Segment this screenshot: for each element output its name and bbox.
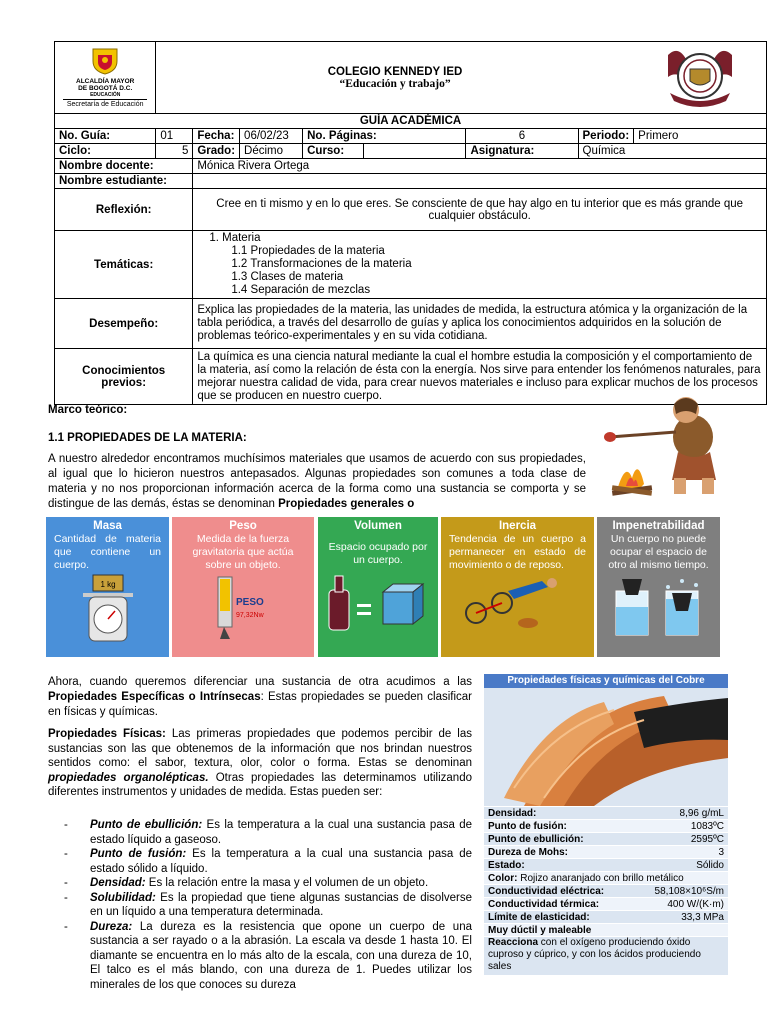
marco-teorico-heading: Marco teórico:	[48, 404, 128, 416]
curso-value	[363, 144, 466, 159]
desempeno-label: Desempeño:	[55, 299, 193, 349]
school-crest	[634, 42, 767, 114]
bogota-shield-icon	[90, 47, 120, 75]
guide-title: GUÍA ACADÉMICA	[55, 114, 767, 129]
table-row	[484, 859, 728, 872]
list-item	[46, 818, 472, 847]
periodo-value: Primero	[634, 129, 767, 144]
peso-img-value: 97,32Nw	[236, 612, 264, 619]
cu-ductil: Muy dúctil y maleable	[484, 924, 728, 937]
fecha-value: 06/02/23	[240, 129, 303, 144]
bicycle-fall-icon	[458, 573, 578, 633]
table-row	[484, 937, 728, 976]
no-paginas-label: No. Páginas:	[303, 129, 466, 144]
fecha-label: Fecha:	[193, 129, 240, 144]
tematicas-list	[193, 231, 767, 299]
cu-label: Límite de elasticidad:	[484, 911, 622, 924]
intro-paragraph	[48, 452, 586, 512]
no-paginas-value: 6	[466, 129, 578, 144]
prop-box-inercia	[441, 517, 594, 657]
copper-wire-image	[484, 688, 728, 806]
tematicas-label: Temáticas:	[55, 231, 193, 299]
tematica-item: 1.3 Clases de materia	[231, 271, 344, 283]
desempeno-value: Explica las propiedades de la materia, las unidades de medida, la estructura atómica y la organización de la tabla periódica, a través del desarrollo de guías y aplica los conocimientos adquiridos en la solución de problemas teórico-experimentales y en su vida cotidiana.	[193, 299, 767, 349]
prop-title: Inercia	[498, 520, 537, 532]
cu-value: 3	[622, 846, 728, 859]
copper-title: Propiedades físicas y químicas del Cobre	[484, 674, 728, 688]
cu-label: Dureza de Mohs:	[484, 846, 622, 859]
school-crest-icon	[664, 43, 736, 109]
cu-value: 8,96 g/mL	[622, 807, 728, 820]
grado-value: Décimo	[240, 144, 303, 159]
curso-label: Curso:	[303, 144, 364, 159]
prop-box-peso	[172, 517, 314, 657]
prop-desc: Espacio ocupado por un cuerpo.	[328, 541, 428, 566]
list-item	[46, 891, 472, 920]
especificas-bold: Propiedades Específicas o Intrínsecas	[48, 691, 261, 703]
cu-value: 2595ºC	[622, 833, 728, 846]
table-row	[484, 885, 728, 898]
logo-line2: DE BOGOTÁ D.C.	[78, 84, 133, 92]
left-logo	[55, 42, 156, 114]
ciclo-label: Ciclo:	[55, 144, 156, 159]
cu-value: 33,3 MPa	[622, 911, 728, 924]
grado-label: Grado:	[193, 144, 240, 159]
prop-box-impenetrabilidad	[597, 517, 720, 657]
table-row	[484, 911, 728, 924]
fisicas-paragraph	[48, 727, 472, 800]
logo-line3: EDUCACIÓN	[90, 91, 121, 98]
tematica-item: 1. Materia	[209, 232, 261, 244]
prop-title: Peso	[229, 520, 257, 532]
prop-title: Masa	[93, 520, 122, 532]
section-heading: 1.1 PROPIEDADES DE LA MATERIA:	[48, 432, 247, 444]
peso-img-label: PESO	[236, 597, 264, 608]
school-name: COLEGIO KENNEDY IED	[327, 65, 463, 78]
prop-title: Volumen	[354, 520, 402, 532]
reflexion-value: Cree en ti mismo y en lo que eres. Se consciente de que hay algo en tu interior que es más grande que cualquier obstáculo.	[193, 189, 767, 231]
header-table	[54, 41, 767, 405]
table-row	[484, 872, 728, 885]
prop-desc: Un cuerpo no puede ocupar el espacio de otro al mismo tiempo.	[608, 533, 709, 571]
list-term: Dureza:	[90, 920, 133, 933]
cu-label: Conductividad eléctrica:	[484, 885, 622, 898]
logo-line1: ALCALDÍA MAYOR	[76, 77, 135, 85]
cu-value: Sólido	[622, 859, 728, 872]
table-row	[484, 820, 728, 833]
reflexion-label: Reflexión:	[55, 189, 193, 231]
no-guia-value: 01	[156, 129, 193, 144]
school-title-cell	[156, 42, 634, 114]
dynamometer-icon	[198, 573, 288, 643]
asignatura-label: Asignatura:	[466, 144, 578, 159]
caveman-illustration	[598, 392, 738, 502]
table-row	[484, 846, 728, 859]
especificas-paragraph	[48, 675, 472, 720]
docente-label: Nombre docente:	[55, 159, 193, 174]
cu-label: Punto de ebullición:	[484, 833, 622, 846]
estudiante-label: Nombre estudiante:	[55, 174, 193, 189]
table-row	[484, 924, 728, 937]
cu-value: 1083ºC	[622, 820, 728, 833]
conocimientos-label-2: previos:	[101, 376, 147, 389]
tematica-item: 1.2 Transformaciones de la materia	[231, 258, 412, 270]
intro-text: A nuestro alrededor encontramos muchísimos materiales que usamos de acuerdo con sus propiedades, al igual que lo hicieron nuestros antepasados. Algunas propiedades son comunes a toda clase de materia y no nos proporcionan información acerca de la forma como una sustancia se comporta y se distingue de las demás, éstas se denominan	[48, 453, 586, 510]
especificas-text-1: Ahora, cuando queremos diferenciar una sustancia de otra acudimos a las	[48, 676, 472, 688]
fisicas-text-2: Otras propiedades las determinamos utilizando diferentes instrumentos y unidades de medida. Estas pueden ser:	[48, 771, 472, 798]
cu-label: Conductividad térmica:	[484, 898, 622, 911]
prop-desc: Cantidad de materia que contiene un cuerpo.	[54, 533, 161, 571]
conocimientos-value: La química es una ciencia natural mediante la cual el hombre estudia la composición y el comportamiento de la materia, así como la relación de ésta con la energía. Nos sirve para entender los fenómenos naturales, para mejorar nuestra calidad de vida, para crear nuevos materiales e incluso para explicar muchos de los procesos que se producen en nuestro cuerpo.	[193, 349, 767, 405]
list-term: Punto de ebullición:	[90, 819, 203, 831]
table-row	[484, 898, 728, 911]
cu-reaccion-bold: Reacciona	[488, 937, 539, 948]
especificas-text-2: : Estas propiedades se pueden clasificar en físicas y químicas.	[48, 691, 472, 718]
table-row	[484, 807, 728, 820]
periodo-label: Periodo:	[578, 129, 634, 144]
water-glasses-icon	[604, 573, 714, 637]
docente-value: Mónica Rivera Ortega	[193, 159, 767, 174]
prop-box-volumen	[318, 517, 438, 657]
no-guia-label: No. Guía:	[55, 129, 156, 144]
list-term: Punto de fusión:	[90, 848, 187, 860]
scale-icon	[63, 573, 153, 645]
cu-reaccion-text: con el oxígeno produciendo óxido cuproso y cúprico, y con los ácidos produciendo sales	[488, 937, 701, 972]
tematica-item: 1.1 Propiedades de la materia	[231, 245, 385, 257]
tematica-item: 1.4 Separación de mezclas	[231, 284, 371, 296]
list-item	[46, 847, 472, 876]
list-term: Densidad:	[90, 877, 146, 889]
conocimientos-label	[55, 349, 193, 405]
list-text: Es la propiedad que tiene algunas sustancias de disolverse en un líquido a una temperatura determinada.	[90, 891, 472, 918]
kg-label: 1 kg	[99, 580, 116, 589]
cu-label: Punto de fusión:	[484, 820, 622, 833]
list-text: Es la relación entre la masa y el volumen de un objeto.	[145, 877, 429, 889]
fisicas-text-1: Las primeras propiedades que podemos percibir de las sustancias son las que obtenemos de la información que nos brindan nuestros sentidos como: el sabor, textura, olor, color o forma. Estas se denominan	[48, 728, 473, 769]
cu-value: 400 W/(K·m)	[622, 898, 728, 911]
list-text: Es la temperatura a la cual una sustancia pasa de estado líquido a gaseoso.	[90, 819, 472, 846]
list-item	[46, 876, 472, 891]
physical-props-list	[46, 818, 472, 992]
volume-icon	[323, 568, 433, 632]
fisicas-em: propiedades organolépticas.	[48, 771, 209, 784]
intro-bold: Propiedades generales o	[278, 498, 415, 510]
prop-desc: Medida de la fuerza gravitatoria que actúa sobre un objeto.	[192, 533, 294, 571]
estudiante-value	[193, 174, 767, 189]
cu-label: Estado:	[484, 859, 622, 872]
cu-value: Rojizo anaranjado con brillo metálico	[520, 872, 684, 884]
asignatura-value: Química	[578, 144, 766, 159]
list-text: La dureza es la resistencia que opone un cuerpo de una sustancia a ser rayado o a la abrasión. La escala va desde 1 hasta 10. El diamante se encuentra en lo más alto de la escala, con una dureza de 10, El talco es el más blando, con una dureza de 1. Puedes utilizar los minerales de los que conoces su dureza	[90, 920, 472, 991]
ciclo-value: 5	[156, 144, 193, 159]
copper-props-table	[484, 807, 728, 976]
table-row	[484, 833, 728, 846]
list-text: Es la temperatura a la cual una sustancia pasa de estado sólido a líquido.	[90, 848, 472, 875]
list-item	[46, 920, 472, 993]
list-term: Solubilidad:	[90, 891, 156, 904]
prop-desc: Tendencia de un cuerpo a permanecer en estado de movimiento o de reposo.	[449, 533, 586, 571]
prop-title: Impenetrabilidad	[612, 520, 705, 532]
cu-label: Densidad:	[484, 807, 622, 820]
cu-value: 58,108×10⁶S/m	[622, 885, 728, 898]
school-motto: “Educación y trabajo”	[339, 77, 451, 90]
conocimientos-label-1: Conocimientos	[82, 364, 166, 377]
fisicas-bold: Propiedades Físicas:	[48, 728, 166, 740]
cu-label: Color:	[488, 872, 518, 884]
prop-box-masa	[46, 517, 169, 657]
logo-line4: Secretaría de Educación	[63, 99, 147, 109]
